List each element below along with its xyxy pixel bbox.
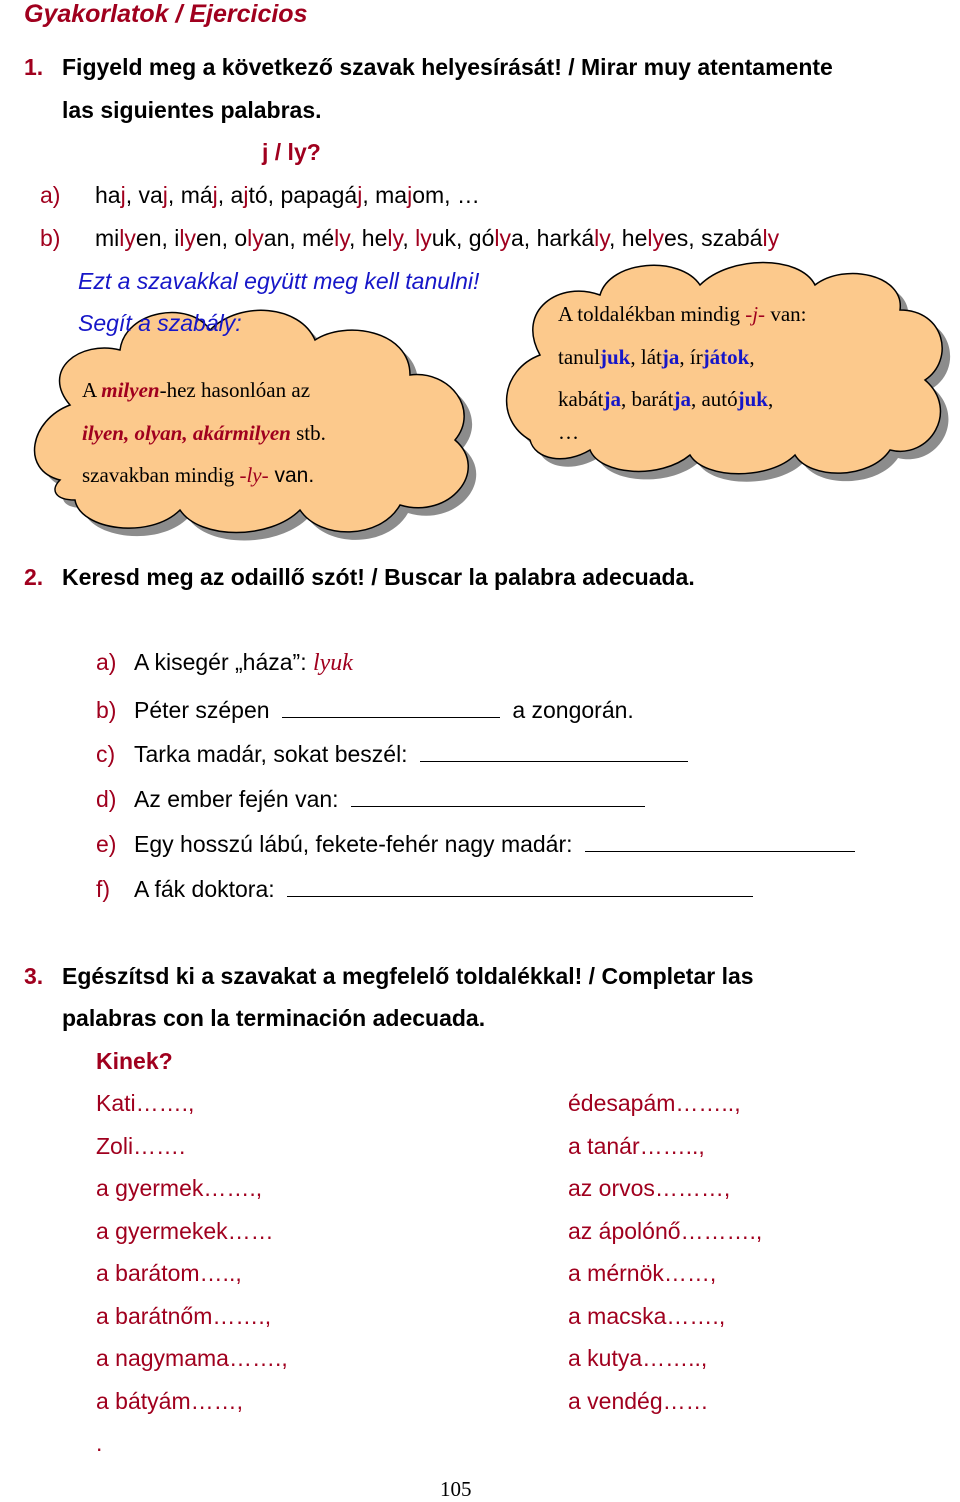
item-b-label: b) <box>40 225 61 251</box>
page-title: Gyakorlatok / Ejercicios <box>24 0 308 28</box>
exercise-1-instruction-cont: las siguientes palabras. <box>62 97 322 123</box>
ex2-blank-c[interactable] <box>420 741 688 762</box>
word-fragment: , ma <box>362 182 408 208</box>
word-fragment: , ír <box>679 345 703 369</box>
word-fragment: , he <box>609 225 648 251</box>
fill-in-word[interactable]: a barátom….., <box>96 1260 242 1286</box>
exercise-1-subheading: j / ly? <box>262 139 321 165</box>
highlighted-letters: ly <box>647 225 665 251</box>
ex2-item-f: A fák doktora: <box>134 876 753 903</box>
fill-in-word[interactable]: a nagymama……., <box>96 1345 288 1371</box>
ex2-item-c-label: c) <box>96 741 116 767</box>
word-fragment: , <box>749 345 755 369</box>
word-fragment: , <box>767 387 774 411</box>
highlighted-letters: ly <box>119 225 136 251</box>
word-fragment: , autó <box>690 387 738 411</box>
word-fragment: , <box>402 225 416 251</box>
ex2-item-c: Tarka madár, sokat beszél: <box>134 741 688 768</box>
word-fragment: es, szabá <box>664 225 763 251</box>
item-a-words <box>95 182 480 209</box>
highlighted-letters: j <box>212 182 218 208</box>
highlighted-letters: j <box>120 182 126 208</box>
rule-label: Segít a szabály: <box>78 310 242 336</box>
exercise-3-number: 3. <box>24 963 44 989</box>
ex2-item-d-label: d) <box>96 786 117 812</box>
fill-in-word[interactable]: a bátyám……, <box>96 1387 243 1414</box>
ex2-blank-b[interactable] <box>282 697 500 718</box>
highlighted-letters: juk <box>600 345 631 369</box>
highlighted-letters: ly <box>179 225 197 251</box>
cloud-right-line-4: … <box>558 420 579 444</box>
highlighted-letters: ly <box>415 225 432 251</box>
exercise-1-instruction: Figyeld meg a következő szavak helyesírását! / Mirar muy atentamente <box>62 54 833 80</box>
word-fragment: mi <box>95 225 120 251</box>
fill-in-word[interactable]: a macska……., <box>568 1302 726 1329</box>
cloud-right-line-2 <box>558 345 755 370</box>
highlighted-letters: ly <box>762 225 780 251</box>
highlighted-letters: ly <box>247 225 264 251</box>
highlighted-letters: ja <box>603 387 621 411</box>
note-memorize: Ezt a szavakkal együtt meg kell tanulni! <box>78 268 480 294</box>
highlighted-letters: j <box>243 182 249 208</box>
ex2-item-e-label: e) <box>96 831 117 857</box>
ex2-blank-f[interactable] <box>287 876 753 897</box>
fill-in-word[interactable]: a gyermekek…… <box>96 1217 274 1244</box>
exercise-1-number: 1. <box>24 54 44 80</box>
highlighted-letters: ly <box>334 225 350 251</box>
item-a-label: a) <box>40 182 61 208</box>
ex2-blank-d[interactable] <box>351 786 645 807</box>
cloud-left-line-1: A milyen-hez hasonlóan az <box>82 378 311 402</box>
exercise-2-instruction: Keresd meg az odaillő szót! / Buscar la palabra adecuada. <box>62 564 695 590</box>
word-fragment: , barát <box>620 387 674 411</box>
word-fragment: , va <box>125 182 163 208</box>
fill-in-word[interactable]: a vendég…… <box>568 1387 709 1414</box>
cloud-right-line-1: A toldalékban mindig -j- van: <box>558 302 807 326</box>
fill-in-word[interactable]: a mérnök……, <box>568 1260 717 1286</box>
highlighted-letters: j <box>357 182 363 208</box>
highlighted-letters: j <box>162 182 168 208</box>
highlighted-letters: ja <box>673 387 691 411</box>
ex2-item-b-label: b) <box>96 697 117 723</box>
ex2-item-b: Péter szépen a zongorán. <box>134 697 634 723</box>
word-fragment: tó, papagá <box>248 182 358 208</box>
word-fragment: , lát <box>630 345 662 369</box>
ex2-answer-lyuk: lyuk <box>312 650 353 676</box>
ex2-item-d: Az ember fején van: <box>134 786 645 813</box>
cloud-left-line-3: szavakban mindig -ly- van. <box>82 463 315 487</box>
word-fragment: an, mé <box>263 225 335 251</box>
word-fragment: ha <box>95 182 121 208</box>
fill-in-word[interactable]: Zoli……. <box>96 1132 186 1159</box>
exercise-2-number: 2. <box>24 564 44 590</box>
highlighted-letters: j <box>407 182 413 208</box>
word-fragment: om, … <box>412 182 480 208</box>
word-fragment: , a <box>217 182 244 208</box>
fill-in-word[interactable]: . <box>96 1430 103 1456</box>
cloud-left-line-2: ilyen, olyan, akármilyen stb. <box>82 421 326 445</box>
highlighted-letters: játok <box>702 345 750 369</box>
fill-in-word[interactable]: a gyermek……., <box>96 1175 263 1201</box>
fill-in-word[interactable]: a barátnőm……., <box>96 1302 272 1329</box>
ex2-item-e: Egy hosszú lábú, fekete-fehér nagy madár: <box>134 831 855 858</box>
word-fragment: uk, gó <box>431 225 495 251</box>
highlighted-letters: ly <box>594 225 610 251</box>
exercise-3-question: Kinek? <box>96 1048 173 1074</box>
word-fragment: a, harká <box>511 225 595 251</box>
highlighted-letters: juk <box>737 387 768 411</box>
ex2-item-f-label: f) <box>96 876 111 902</box>
word-fragment: , he <box>349 225 388 251</box>
ex2-item-a: A kisegér „háza”: lyuk <box>134 649 353 676</box>
highlighted-letters: ly <box>387 225 403 251</box>
ex2-item-a-label: a) <box>96 649 117 675</box>
word-fragment: kabát <box>558 387 604 411</box>
page-number: 105 <box>440 1477 472 1501</box>
fill-in-word[interactable]: a tanár…….., <box>568 1132 705 1159</box>
fill-in-word[interactable]: az ápolónő………., <box>568 1217 763 1244</box>
fill-in-word[interactable]: az orvos………, <box>568 1175 731 1201</box>
exercise-3-instruction-cont: palabras con la terminación adecuada. <box>62 1005 486 1031</box>
exercise-3-instruction: Egészítsd ki a szavakat a megfelelő toldalékkal! / Completar las <box>62 963 754 989</box>
fill-in-word[interactable]: a kutya…….., <box>568 1345 708 1371</box>
highlighted-letters: ja <box>661 345 680 369</box>
ex2-blank-e[interactable] <box>585 831 855 852</box>
word-fragment: en, i <box>135 225 180 251</box>
word-fragment: en, o <box>196 225 248 251</box>
fill-in-word[interactable]: Kati……., <box>96 1090 195 1116</box>
cloud-right-line-3 <box>558 387 773 412</box>
item-b-words <box>95 225 779 252</box>
fill-in-word[interactable]: édesapám…….., <box>568 1090 741 1116</box>
word-fragment: tanul <box>558 345 600 369</box>
word-fragment: , má <box>167 182 213 208</box>
highlighted-letters: ly <box>494 225 511 251</box>
